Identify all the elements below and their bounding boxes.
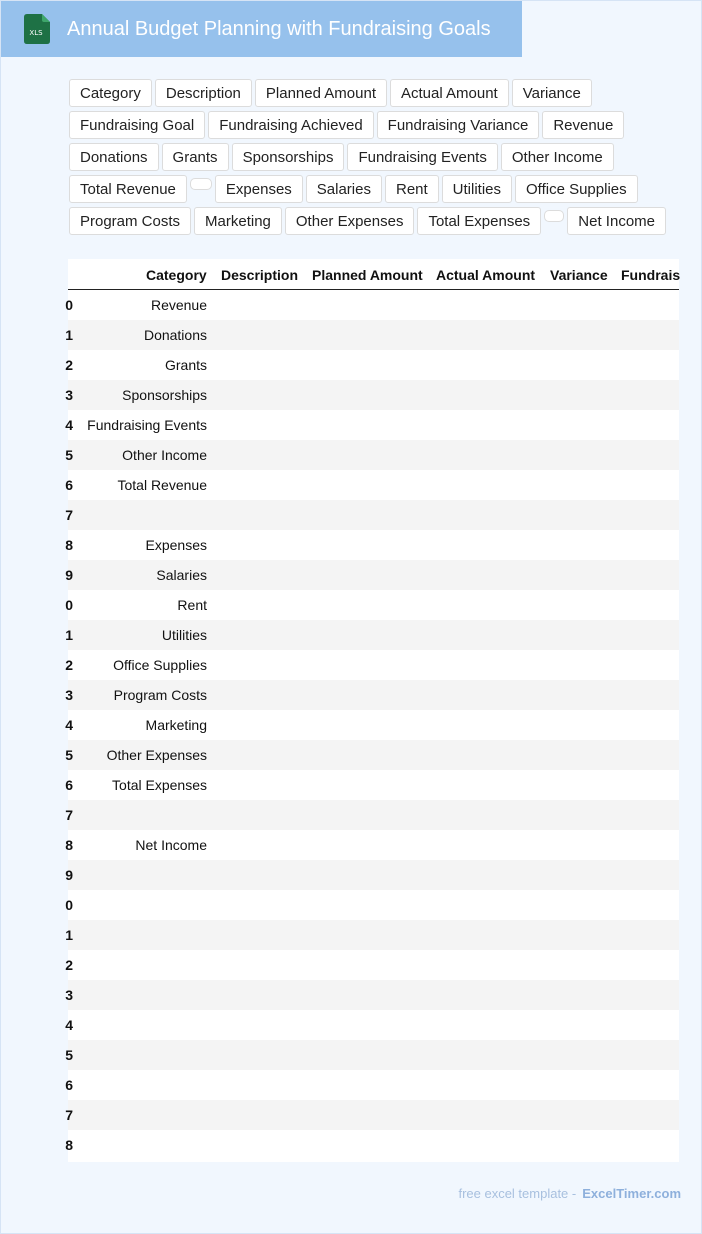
- row-index: 7: [65, 1107, 73, 1123]
- row-index: 6: [65, 477, 73, 493]
- chip-row: [69, 111, 669, 143]
- table-row[interactable]: [65, 740, 679, 770]
- row-index: 5: [65, 1047, 73, 1063]
- column-header-description[interactable]: Description: [221, 267, 299, 283]
- table-row[interactable]: [65, 530, 679, 560]
- table-row[interactable]: [65, 440, 679, 470]
- column-header-planned-amount[interactable]: Planned Amount: [312, 267, 423, 283]
- chip-net-income[interactable]: Net Income: [567, 207, 666, 235]
- chip-category[interactable]: Category: [69, 79, 152, 107]
- column-header-category[interactable]: Category: [146, 267, 207, 283]
- row-index: 1: [65, 327, 73, 343]
- category-cell[interactable]: Grants: [164, 357, 207, 373]
- category-cell[interactable]: Marketing: [145, 717, 207, 733]
- row-index: 2: [65, 657, 73, 673]
- table-row[interactable]: [65, 650, 679, 680]
- table-row[interactable]: [65, 950, 679, 980]
- chip-fundraising-variance[interactable]: Fundraising Variance: [377, 111, 540, 139]
- chip-fundraising-events[interactable]: Fundraising Events: [347, 143, 497, 171]
- row-index: 4: [65, 717, 73, 733]
- table-row[interactable]: [65, 770, 679, 800]
- chip-fundraising-goal[interactable]: Fundraising Goal: [69, 111, 205, 139]
- table-row[interactable]: [65, 350, 679, 380]
- chip-salaries[interactable]: Salaries: [306, 175, 382, 203]
- chip-row: [69, 143, 669, 175]
- table-row[interactable]: [65, 560, 679, 590]
- table-row[interactable]: [65, 410, 679, 440]
- chip-variance[interactable]: Variance: [512, 79, 592, 107]
- category-cell[interactable]: Rent: [177, 597, 207, 613]
- column-header-fundrais[interactable]: Fundrais: [621, 267, 681, 283]
- chip-description[interactable]: Description: [155, 79, 252, 107]
- table-row[interactable]: [65, 800, 679, 830]
- chip-revenue[interactable]: Revenue: [542, 111, 624, 139]
- column-header-actual-amount[interactable]: Actual Amount: [436, 267, 536, 283]
- table-row[interactable]: [65, 980, 679, 1010]
- row-index: 1: [65, 927, 73, 943]
- row-index: 4: [65, 417, 73, 433]
- xls-file-icon: [24, 14, 50, 44]
- chip-total-expenses[interactable]: Total Expenses: [417, 207, 541, 235]
- table-row[interactable]: [65, 500, 679, 530]
- category-cell[interactable]: Donations: [143, 327, 207, 343]
- row-index: 3: [65, 687, 73, 703]
- table-row[interactable]: [65, 380, 679, 410]
- table-row[interactable]: [65, 710, 679, 740]
- chip-office-supplies[interactable]: Office Supplies: [515, 175, 638, 203]
- table-row[interactable]: [65, 860, 679, 890]
- row-index: 7: [65, 507, 73, 523]
- row-index: 8: [65, 837, 73, 853]
- category-cell[interactable]: Utilities: [161, 627, 207, 643]
- chip-empty[interactable]: [190, 178, 212, 190]
- table-row[interactable]: [65, 920, 679, 950]
- page-title: Annual Budget Planning with Fundraising Goals: [67, 18, 491, 40]
- table-row[interactable]: [65, 1010, 679, 1040]
- category-cell[interactable]: Other Expenses: [106, 747, 207, 763]
- row-index: 3: [65, 387, 73, 403]
- category-cell[interactable]: Total Expenses: [112, 777, 207, 793]
- row-index: 0: [65, 597, 73, 613]
- row-index: 6: [65, 1077, 73, 1093]
- row-index: 0: [65, 297, 73, 313]
- chip-utilities[interactable]: Utilities: [442, 175, 512, 203]
- category-cell[interactable]: Program Costs: [113, 687, 207, 703]
- spreadsheet-table: [65, 259, 681, 1162]
- chip-row: [69, 79, 669, 111]
- chip-other-income[interactable]: Other Income: [501, 143, 614, 171]
- table-row[interactable]: [65, 1100, 679, 1130]
- category-cell[interactable]: Sponsorships: [122, 387, 207, 403]
- row-index: 6: [65, 777, 73, 793]
- row-index: 3: [65, 987, 73, 1003]
- row-index: 9: [65, 867, 73, 883]
- row-index: 7: [65, 807, 73, 823]
- table-row[interactable]: [65, 830, 679, 860]
- chip-other-expenses[interactable]: Other Expenses: [285, 207, 415, 235]
- table-row[interactable]: [65, 1130, 679, 1160]
- row-index: 9: [65, 567, 73, 583]
- row-index: 8: [65, 537, 73, 553]
- chip-sponsorships[interactable]: Sponsorships: [232, 143, 345, 171]
- category-cell[interactable]: Fundraising Events: [87, 417, 207, 433]
- category-cell[interactable]: Office Supplies: [113, 657, 207, 673]
- chip-actual-amount[interactable]: Actual Amount: [390, 79, 509, 107]
- table-row[interactable]: [65, 1040, 679, 1070]
- table-row[interactable]: [65, 890, 679, 920]
- row-index: 2: [65, 357, 73, 373]
- table-row[interactable]: [65, 1070, 679, 1100]
- category-cell[interactable]: Total Revenue: [117, 477, 207, 493]
- chip-row: [69, 175, 669, 207]
- column-chips: [69, 79, 669, 239]
- category-cell[interactable]: Salaries: [156, 567, 207, 583]
- table-row[interactable]: [65, 470, 679, 500]
- chip-marketing[interactable]: Marketing: [194, 207, 282, 235]
- title-bar: [1, 1, 522, 57]
- table-row[interactable]: [65, 620, 679, 650]
- footer-text: free excel template -: [458, 1186, 577, 1201]
- category-cell[interactable]: Revenue: [150, 297, 207, 313]
- row-index: 2: [65, 957, 73, 973]
- row-index: 1: [65, 627, 73, 643]
- table-row[interactable]: [65, 290, 679, 320]
- column-header-variance[interactable]: Variance: [550, 267, 608, 283]
- chip-planned-amount[interactable]: Planned Amount: [255, 79, 387, 107]
- chip-total-revenue[interactable]: Total Revenue: [69, 175, 187, 203]
- table-row[interactable]: [65, 320, 679, 350]
- row-index: 5: [65, 747, 73, 763]
- row-index: 4: [65, 1017, 73, 1033]
- chip-fundraising-achieved[interactable]: Fundraising Achieved: [208, 111, 373, 139]
- chip-grants[interactable]: Grants: [162, 143, 229, 171]
- chip-rent[interactable]: Rent: [385, 175, 439, 203]
- chip-program-costs[interactable]: Program Costs: [69, 207, 191, 235]
- row-index: 5: [65, 447, 73, 463]
- table-header: [68, 259, 679, 290]
- category-cell[interactable]: Expenses: [145, 537, 207, 553]
- table-row[interactable]: [65, 680, 679, 710]
- table-row[interactable]: [65, 590, 679, 620]
- footer-brand-link[interactable]: ExcelTimer.com: [582, 1186, 681, 1201]
- row-index: 8: [65, 1137, 73, 1153]
- chip-empty[interactable]: [544, 210, 564, 222]
- xls-icon-label: XLS: [29, 29, 43, 37]
- chip-expenses[interactable]: Expenses: [215, 175, 303, 203]
- chip-row: [69, 207, 669, 239]
- category-cell[interactable]: Other Income: [122, 447, 207, 463]
- footer: [458, 1186, 681, 1201]
- row-index: 0: [65, 897, 73, 913]
- chip-donations[interactable]: Donations: [69, 143, 159, 171]
- category-cell[interactable]: Net Income: [135, 837, 207, 853]
